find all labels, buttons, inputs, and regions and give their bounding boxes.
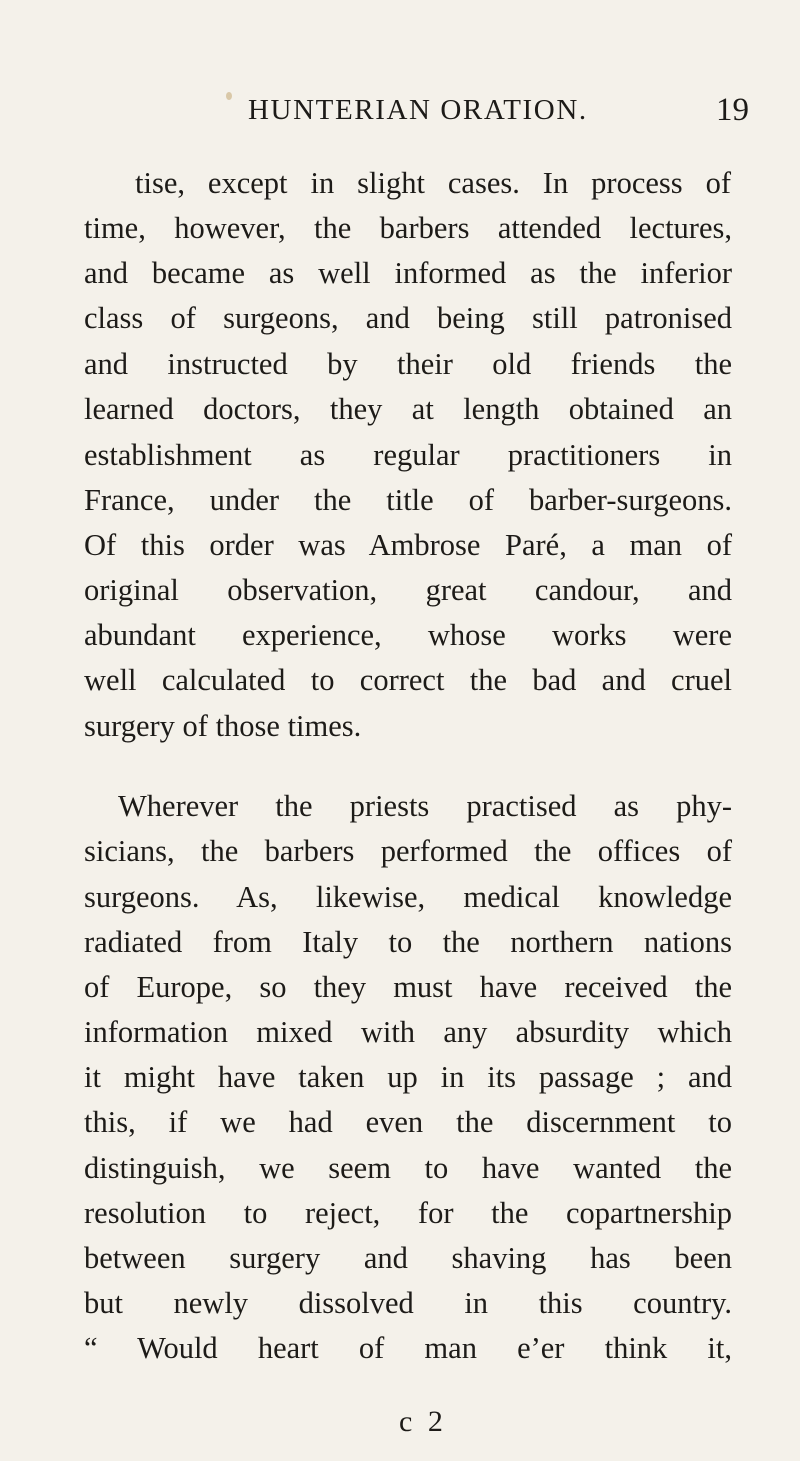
text-line: class of surgeons, and being still patronised [84,301,732,335]
text-line: and instructed by their old friends the [84,347,732,381]
text-line: information mixed with any absurdity which [84,1015,732,1049]
text-line: Wherever the priests practised as phy- [118,789,732,823]
text-line: surgeons. As, likewise, medical knowledge [84,880,732,914]
text-line: Of this order was Ambrose Paré, a man of [84,528,732,562]
text-line: of Europe, so they must have received the [84,970,732,1004]
text-line: France, under the title of barber-surgeons. [84,483,732,517]
text-line: and became as well informed as the inferior [84,256,732,290]
text-line: between surgery and shaving has been [84,1241,732,1275]
text-line: learned doctors, they at length obtained an [84,392,732,426]
text-line: well calculated to correct the bad and cruel [84,663,732,697]
text-line: sicians, the barbers performed the offices of [84,834,732,868]
text-line: this, if we had even the discernment to [84,1105,732,1139]
text-line: distinguish, we seem to have wanted the [84,1151,732,1185]
text-line: establishment as regular practitioners in [84,438,732,472]
text-line: surgery of those times. [84,709,362,743]
page-number: 19 [716,92,749,128]
text-line: radiated from Italy to the northern nations [84,925,732,959]
text-line: tise, except in slight cases. In process of [135,166,731,200]
text-line: but newly dissolved in this country. [84,1286,732,1320]
text-line: it might have taken up in its passage ; and [84,1060,732,1094]
running-head: HUNTERIAN ORATION. [248,94,588,126]
text-line: abundant experience, whose works were [84,618,732,652]
text-line: resolution to reject, for the copartnership [84,1196,732,1230]
text-line: time, however, the barbers attended lectures, [84,211,732,245]
text-line: original observation, great candour, and [84,573,732,607]
signature-mark: c 2 [399,1405,447,1438]
page-header [0,94,800,154]
text-line: “ Would heart of man e’er think it, [84,1331,732,1365]
